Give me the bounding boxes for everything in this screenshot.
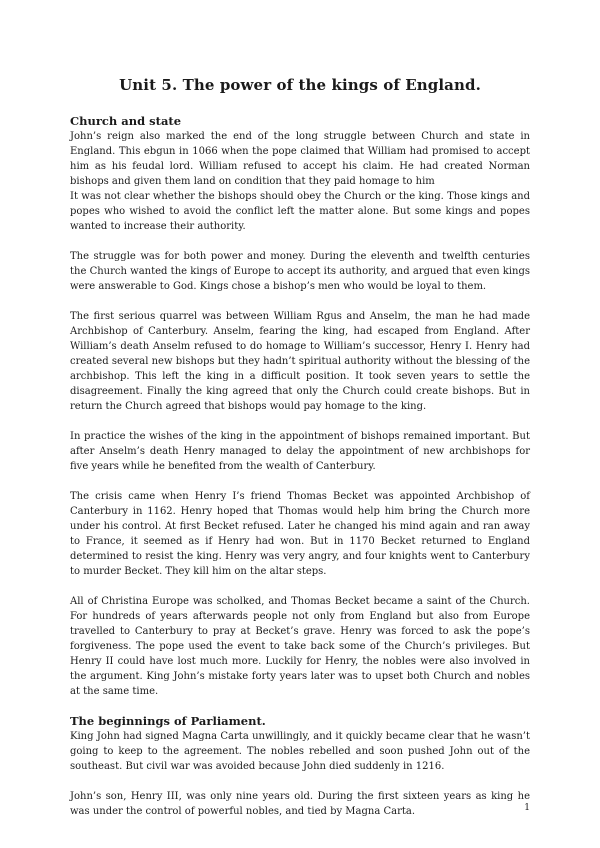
paragraph: King John had signed Magna Carta unwillingly, and it quickly became clear that he wasn’t going to keep to the agreement. The nobles rebelled and soon pushed John out of the southeast. But civil war was avoided because John died suddenly in 1216. bbox=[70, 731, 530, 772]
paragraph: The crisis came when Henry I’s friend Thomas Becket was appointed Archbishop of Canterbury in 1162. Henry hoped that Thomas would help him bring the Church more under his control. At first Becket refused. Later he changed his mind again and ran away to France, it seemed as if Henry had won. But in 1170 Becket returned to England determined to resist the king. Henry was very angry, and four knights went to Canterbury to murder Becket. They kill him on the altar steps. bbox=[70, 491, 530, 577]
paragraph: The struggle was for both power and money. During the eleventh and twelfth centuries the Church wanted the kings of Europe to accept its authority, and argued that even kings were answerable to God. Kings chose a bishop’s men who would be loyal to them. bbox=[70, 251, 530, 292]
page-title: Unit 5. The power of the kings of England. bbox=[119, 76, 481, 94]
page-number: 1 bbox=[524, 803, 530, 813]
section-heading: Church and state bbox=[70, 114, 182, 128]
section-beginnings-of-parliament bbox=[70, 714, 530, 819]
paragraph: John’s reign also marked the end of the long struggle between Church and state in England. This ebgun in 1066 when the pope claimed that William had promised to accept him as his feudal lord. William refused to accept his claim. He had created Norman bishops and given them land on condition that they paid homage to him bbox=[70, 131, 530, 187]
section-church-and-state bbox=[70, 114, 530, 699]
paragraph: All of Christina Europe was scholked, and Thomas Becket became a saint of the Church. For hundreds of years afterwards people not only from England but also from Europe travelled to Canterbury to pray at Becket’s grave. Henry was forced to ask the pope’s forgiveness. The pope used the event to take back some of the Church’s privileges. But Henry II could have lost much more. Luckily for Henry, the nobles were also involved in the argument. King John’s mistake forty years later was to upset both Church and nobles at the same time. bbox=[70, 596, 530, 697]
paragraph: It was not clear whether the bishops should obey the Church or the king. Those kings and popes who wished to avoid the conflict left the matter alone. But some kings and popes wanted to increase their authority. bbox=[70, 191, 530, 232]
paragraph: The first serious quarrel was between William Rgus and Anselm, the man he had made Archbishop of Canterbury. Anselm, fearing the king, had escaped from England. After William’s death Anselm refused to do homage to William’s successor, Henry I. Henry had created several new bishops but they hadn’t spiritual authority without the blessing of the archbishop. This left the king in a difficult position. It took seven years to settle the disagreement. Finally the king agreed that only the Church could create bishops. But in return the Church agreed that bishops would pay homage to the king. bbox=[70, 311, 530, 412]
section-heading: The beginnings of Parliament. bbox=[70, 714, 266, 728]
paragraph: In practice the wishes of the king in the appointment of bishops remained important. But after Anselm’s death Henry managed to delay the appointment of new archbishops for five years while he benefited from the wealth of Canterbury. bbox=[70, 431, 530, 472]
paragraph: John’s son, Henry III, was only nine years old. During the first sixteen years as king he was under the control of powerful nobles, and tied by Magna Carta. bbox=[70, 791, 530, 817]
